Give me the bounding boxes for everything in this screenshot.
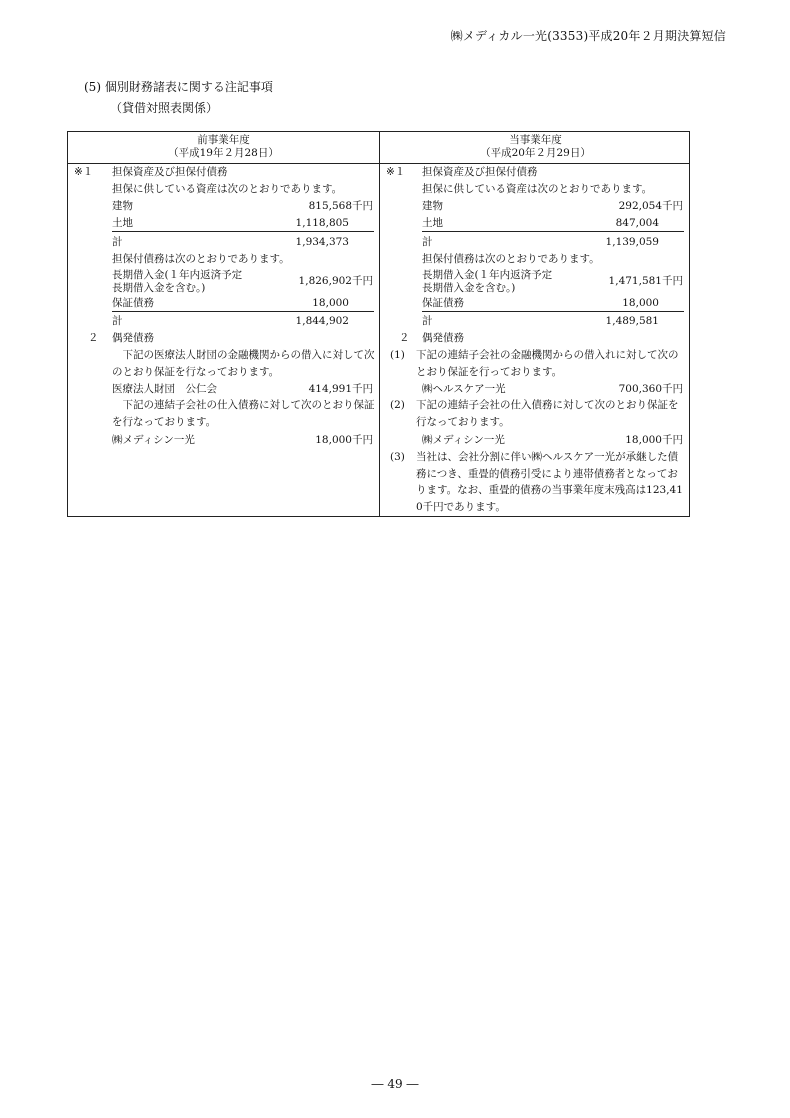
curr-note1-intro: 担保に供している資産は次のとおりであります。 — [422, 183, 653, 195]
section-title: (5) 個別財務諸表に関する注記事項 — [84, 80, 273, 94]
prev-year-heading — [68, 134, 379, 160]
curr-guarantee2-value: 18,000千円 — [625, 434, 683, 446]
curr-debt-loan-label1: 長期借入金(１年内返済予定 — [422, 269, 553, 281]
curr-note2-mark: ２ — [399, 332, 410, 344]
curr-debt-loan-label2: 長期借入金を含む。) — [422, 282, 516, 294]
prev-asset-building-label: 建物 — [112, 200, 133, 212]
prev-guarantee1-label: 医療法人財団 公仁会 — [112, 383, 217, 395]
prev-debt-loan-value: 1,826,902千円 — [298, 275, 373, 287]
curr-note2-title: 偶発債務 — [422, 332, 464, 344]
curr-year-heading — [380, 134, 691, 160]
curr-debt-sum-rule — [422, 311, 684, 312]
curr-asset-total-value: 1,139,059 — [605, 236, 659, 248]
prev-guarantee-para2: 下記の連結子会社の仕入債務に対して次のとおり保証を行なっております。 — [112, 399, 375, 428]
prev-heading-date: （平成19年２月28日） — [168, 147, 279, 159]
prev-heading-title: 前事業年度 — [197, 134, 250, 146]
curr-guarantee1-label: ㈱ヘルスケア一光 — [422, 383, 506, 395]
prev-asset-building-value: 815,568千円 — [308, 200, 373, 212]
curr-debt-total-value: 1,489,581 — [605, 315, 659, 327]
prev-asset-land-value: 1,118,805 — [295, 217, 349, 229]
prev-guarantee-para1: 下記の医療法人財団の金融機関からの借入に対して次のとおり保証を行なっております。 — [112, 349, 375, 378]
column-divider — [379, 132, 380, 516]
subsection-title: （貸借対照表関係） — [110, 101, 219, 115]
page-number: ― 49 ― — [371, 1077, 419, 1091]
prev-debt-total-value: 1,844,902 — [295, 315, 349, 327]
curr-debt-loan-value: 1,471,581千円 — [608, 275, 683, 287]
prev-guarantee2-value: 18,000千円 — [315, 434, 373, 446]
curr-item3-mark: (3) — [390, 451, 405, 463]
header-divider — [68, 163, 689, 164]
curr-item1-mark: (1) — [390, 349, 405, 361]
curr-asset-building-value: 292,054千円 — [618, 200, 683, 212]
prev-debt-total-label: 計 — [112, 315, 123, 327]
curr-item2-mark: (2) — [390, 399, 405, 411]
curr-asset-sum-rule — [422, 231, 684, 232]
prev-debt-guarantee-label: 保証債務 — [112, 297, 154, 309]
curr-item2-text: 下記の連結子会社の仕入債務に対して次のとおり保証を行なっております。 — [416, 399, 679, 428]
prev-guarantee2-label: ㈱メディシン一光 — [112, 434, 195, 446]
curr-asset-land-label: 土地 — [422, 217, 443, 229]
curr-guarantee2-label: ㈱メディシン一光 — [422, 434, 505, 446]
curr-guarantee1-value: 700,360千円 — [618, 383, 683, 395]
prev-asset-total-value: 1,934,373 — [295, 236, 349, 248]
prev-note2-title: 偶発債務 — [112, 332, 154, 344]
curr-asset-building-label: 建物 — [422, 200, 443, 212]
curr-asset-land-value: 847,004 — [615, 217, 659, 229]
prev-asset-total-label: 計 — [112, 236, 123, 248]
curr-item3-text: 当社は、会社分割に伴い㈱ヘルスケア一光が承継した債務につき、重畳的債務引受により連帯債務者となっております。なお、重畳的債務の当事業年度末残高は123,410千円であります。 — [416, 451, 683, 513]
prev-note1-mark: ※１ — [74, 166, 94, 178]
curr-asset-total-label: 計 — [422, 236, 433, 248]
prev-debt-loan-label1: 長期借入金(１年内返済予定 — [112, 269, 243, 281]
prev-debt-guarantee-value: 18,000 — [312, 297, 349, 309]
prev-note2-mark: ２ — [88, 332, 99, 344]
curr-heading-date: （平成20年２月29日） — [480, 147, 591, 159]
curr-note1-title: 担保資産及び担保付債務 — [422, 166, 538, 178]
prev-guarantee1-value: 414,991千円 — [308, 383, 373, 395]
prev-note1-title: 担保資産及び担保付債務 — [112, 166, 228, 178]
prev-debt-sum-rule — [112, 311, 374, 312]
curr-note1-mark: ※１ — [386, 166, 406, 178]
curr-debt-guarantee-label: 保証債務 — [422, 297, 464, 309]
curr-debt-guarantee-value: 18,000 — [622, 297, 659, 309]
prev-debt-loan-label2: 長期借入金を含む。) — [112, 282, 206, 294]
prev-debt-intro: 担保付債務は次のとおりであります。 — [112, 253, 290, 265]
curr-debt-total-label: 計 — [422, 315, 433, 327]
prev-asset-sum-rule — [112, 231, 374, 232]
curr-debt-intro: 担保付債務は次のとおりであります。 — [422, 253, 600, 265]
notes-table — [67, 131, 690, 517]
document-header: ㈱メディカル一光(3353)平成20年２月期決算短信 — [450, 29, 726, 43]
prev-note1-intro: 担保に供している資産は次のとおりであります。 — [112, 183, 343, 195]
curr-heading-title: 当事業年度 — [509, 134, 562, 146]
curr-item1-text: 下記の連結子会社の金融機関からの借入れに対して次のとおり保証を行っております。 — [416, 349, 679, 378]
prev-asset-land-label: 土地 — [112, 217, 133, 229]
